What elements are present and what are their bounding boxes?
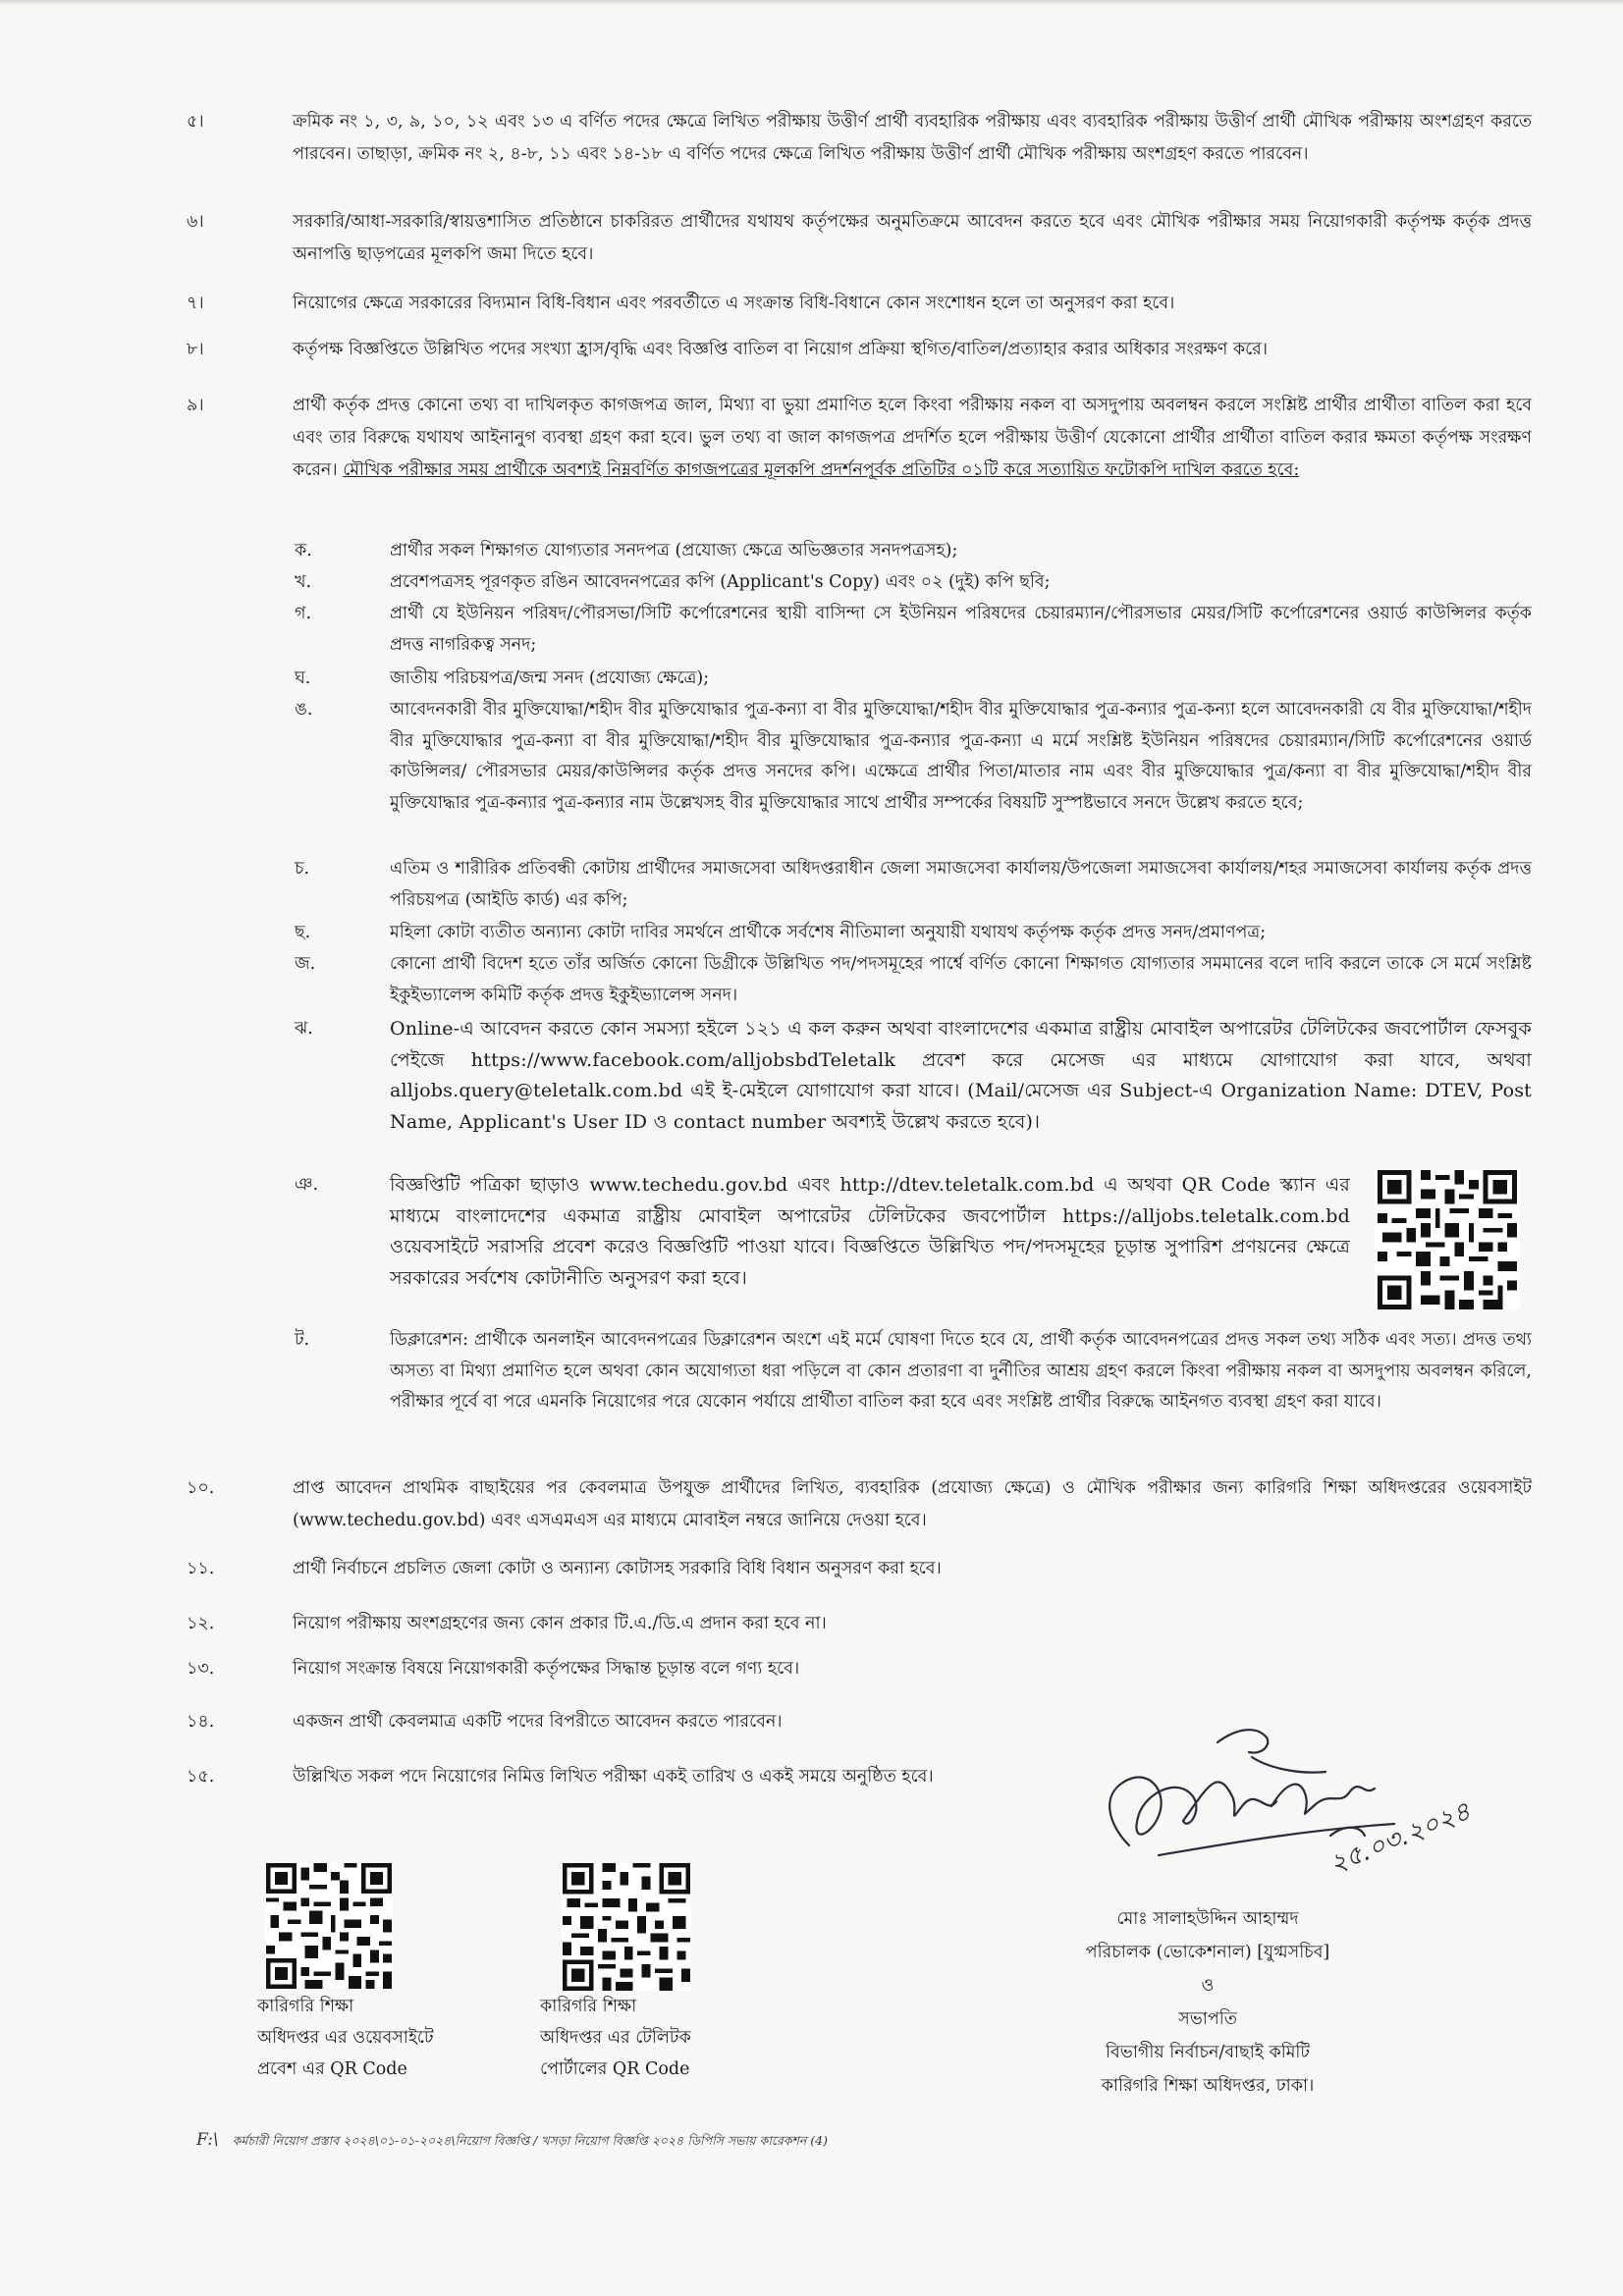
clause-number: ৯। (187, 396, 204, 415)
clause-text: নিয়োগ পরীক্ষায় অংশগ্রহণের জন্য কোন প্রকার টি.এ./ডি.এ প্রদান করা হবে না। (293, 1614, 827, 1633)
subitem-letter: ঝ. (295, 1019, 313, 1039)
caption-line: কারিগরি শিক্ষা (540, 1997, 637, 2016)
footer-drive: F:\ (196, 2130, 219, 2150)
caption-line: অধিদপ্তর এর ওয়েবসাইটে (257, 2028, 434, 2048)
clause-text: নিয়োগের ক্ষেত্রে সরকারের বিদ্যমান বিধি-বিধান এবং পরবর্তীতে এ সংক্রান্ত বিধি-বিধানে কোন সংশোধন হলে তা অনুসরণ করা হবে। (293, 294, 1175, 313)
subitem-text: প্রার্থীর সকল শিক্ষাগত যোগ্যতার সনদপত্র (প্রযোজ্য ক্ষেত্রে অভিজ্ঞতার সনদপত্রসহ); (390, 541, 958, 561)
subitem-letter: ঙ. (295, 700, 313, 720)
subitem-text: কোনো প্রার্থী বিদেশ হতে তাঁর অর্জিত কোনো ডিগ্রীকে উল্লিখিত পদ/পদসমূহের পার্শ্বে বর্ণিত কোনো শিক্ষাগত যোগ্যতার সমমানের বলে দাবি করলে তাকে সে মর্মে সংশ্লিষ্ট ইকুইভ্যালেন্স কমিটি কর্তৃক প্রদত্ত ইকুইভ্যালেন্স সনদ। (390, 954, 1532, 1005)
subitem-uma (295, 695, 1532, 819)
clause-text (293, 390, 1532, 487)
website-qr-code (265, 1863, 393, 1989)
subitem-letter: ঘ. (295, 668, 311, 688)
clause-13 (187, 1653, 1532, 1685)
subitem-gha (295, 664, 1532, 695)
caption-line: প্রবেশ এর QR Code (257, 2059, 407, 2079)
clause-text: কর্তৃপক্ষ বিজ্ঞপ্তিতে উল্লিখিত পদের সংখ্যা হ্রাস/বৃদ্ধি এবং বিজ্ঞপ্তি বাতিল বা নিয়োগ প্রক্রিয়া স্থগিত/বাতিল/প্রত্যাহার করার অধিকার সংরক্ষণ করে। (293, 340, 1269, 359)
subitem-text: প্রবেশপত্রসহ পূরণকৃত রঙিন আবেদনপত্রের কপি (Applicant's Copy) এবং ০২ (দুই) কপি ছবি; (390, 572, 1051, 592)
clause-8 (187, 334, 1532, 366)
subitem-text: এতিম ও শারীরিক প্রতিবন্ধী কোটায় প্রার্থীদের সমাজসেবা অধিদপ্তরাধীন জেলা সমাজসেবা কার্যালয়/উপজেলা সমাজসেবা কার্যালয়/শহর সমাজসেবা কার্যালয় কর্তৃক প্রদত্ত পরিচয়পত্র (আইডি কার্ড) এর কপি; (390, 859, 1532, 910)
subitem-letter: ক. (295, 541, 312, 561)
file-path-footer (196, 2130, 828, 2153)
subitem-cha (295, 854, 1532, 916)
signatory-committee: বিভাগীয় নির্বাচন/বাছাই কমিটি (1106, 2043, 1310, 2062)
clause-number: ৫। (187, 112, 204, 132)
website-qr-caption (257, 1991, 434, 2085)
subitem-letter: গ. (295, 604, 312, 623)
caption-line: অধিদপ্তর এর টেলিটক (540, 2028, 691, 2048)
signature-date: ২৫.০৩.২০২৪ (1325, 1796, 1475, 1875)
clause-number: ১২. (187, 1614, 215, 1633)
clause-10 (187, 1472, 1532, 1537)
teletalk-qr-code (1375, 1170, 1520, 1309)
subitem-text: বিজ্ঞপ্তিটি পত্রিকা ছাড়াও www.techedu.gov.bd এবং http://dtev.teletalk.com.bd এ অথবা QR Code স্ক্যান এর মাধ্যমে বাংলাদেশের একমাত্র রাষ্ট্রীয় মোবাইল অপারেটর টেলিটকের জবপোর্টাল https://alljobs.teletalk.com.bd ওয়েবসাইটে সরাসরি প্রবেশ করেও বিজ্ঞপ্তিটি পাওয়া যাবে। বিজ্ঞপ্তিতে উল্লিখিত পদ/পদসমূহের চূড়ান্ত সুপারিশ প্রণয়নের ক্ষেত্রে সরকারের সর্বশেষ কোটানীতি অনুসরণ করা হবে। (390, 1174, 1350, 1289)
teletalk-portal-qr-code (562, 1863, 691, 1991)
clause-number: ৬। (187, 212, 204, 232)
subitem-letter: জ. (295, 954, 316, 974)
subitem-letter: ট. (295, 1330, 310, 1350)
signatory-office: কারিগরি শিক্ষা অধিদপ্তর, ঢাকা। (1101, 2076, 1315, 2096)
clause-text: প্রাপ্ত আবেদন প্রাথমিক বাছাইয়ের পর কেবলমাত্র উপযুক্ত প্রার্থীদের লিখিত, ব্যবহারিক (প্রযোজ্য ক্ষেত্রে) ও মৌখিক পরীক্ষার জন্য কারিগরি শিক্ষা অধিদপ্তরের ওয়েবসাইট (www.techedu.gov.bd) এবং এসএমএস এর মাধ্যমে মোবাইল নম্বরে জানিয়ে দেওয়া হবে। (293, 1478, 1532, 1530)
footer-path: কর্মচারী নিয়োগ প্রস্তাব ২০২৪\০১-০১-২০২৪\নিয়োগ বিজ্ঞপ্তি / খসড়া নিয়োগ বিজ্ঞপ্তি ২০২৪ ডিপিসি সভায় কারেকশন (4) (232, 2133, 828, 2148)
clause-body: প্রার্থী কর্তৃক প্রদত্ত কোনো তথ্য বা দাখিলকৃত কাগজপত্র জাল, মিথ্যা বা ভুয়া প্রমাণিত হলে কিংবা পরীক্ষায় নকল বা অসদুপায় অবলম্বন করলে সংশ্লিষ্ট প্রার্থীর প্রার্থীতা বাতিল করা হবে এবং তার বিরুদ্ধে যথাযথ আইনানুগ ব্যবস্থা গ্রহণ করা হবে। ভুল তথ্য বা জাল কাগজপত্র প্রদর্শিত হলে পরীক্ষায় উত্তীর্ণ যেকোনো প্রার্থীর প্রার্থীতা বাতিল করার ক্ষমতা কর্তৃপক্ষ সংরক্ষণ করেন। (293, 396, 1532, 480)
subitem-ta (295, 1325, 1532, 1418)
clause-text: ক্রমিক নং ১, ৩, ৯, ১০, ১২ এবং ১৩ এ বর্ণিত পদের ক্ষেত্রে লিখিত পরীক্ষায় উত্তীর্ণ প্রার্থী ব্যবহারিক পরীক্ষায় এবং ব্যবহারিক পরীক্ষায় উত্তীর্ণ প্রার্থী মৌখিক পরীক্ষায় অংশগ্রহণ করতে পারবেন। তাছাড়া, ক্রমিক নং ২, ৪-৮, ১১ এবং ১৪-১৮ এ বর্ণিত পদের ক্ষেত্রে লিখিত পরীক্ষায় উত্তীর্ণ প্রার্থী মৌখিক পরীক্ষায় অংশগ্রহণ করতে পারবেন। (293, 112, 1532, 164)
subitem-ja (295, 949, 1532, 1011)
clause-5 (187, 106, 1532, 171)
subitem-letter: খ. (295, 572, 312, 592)
subitem-nya (295, 1170, 1350, 1294)
clause-11 (187, 1553, 1532, 1585)
subitem-letter: ছ. (295, 923, 311, 942)
subitem-text: আবেদনকারী বীর মুক্তিযোদ্ধা/শহীদ বীর মুক্তিযোদ্ধার পুত্র-কন্যা বা বীর মুক্তিযোদ্ধা/শহীদ বীর মুক্তিযোদ্ধার পুত্র-কন্যার পুত্র-কন্যা হলে আবেদনকারী যে বীর মুক্তিযোদ্ধা/শহীদ বীর মুক্তিযোদ্ধার পুত্র-কন্যা বা বীর মুক্তিযোদ্ধা/শহীদ বীর মুক্তিযোদ্ধার পুত্র-কন্যার পুত্র-কন্যা এ মর্মে সংশ্লিষ্ট ইউনিয়ন পরিষদের চেয়ারম্যান/সিটি কর্পোরেশনের ওয়ার্ড কাউন্সিলর/ পৌরসভার মেয়র/কাউন্সিলর কর্তৃক প্রদত্ত সনদের কপি। এক্ষেত্রে প্রার্থীর পিতা/মাতার নাম এবং বীর মুক্তিযোদ্ধার পুত্র/কন্যা বা বীর মুক্তিযোদ্ধা/শহীদ বীর মুক্তিযোদ্ধার পুত্র-কন্যার পুত্র-কন্যার নাম উল্লেখসহ বীর মুক্তিযোদ্ধার সাথে প্রার্থীর সম্পর্কের বিষয়টি সুস্পষ্টভাবে সনদে উল্লেখ করতে হবে; (390, 700, 1532, 813)
subitem-jha (295, 1014, 1532, 1138)
subitem-text: জাতীয় পরিচয়পত্র/জন্ম সনদ (প্রযোজ্য ক্ষেত্রে); (390, 668, 710, 688)
scan-edge (0, 0, 1623, 6)
subitem-ga (295, 599, 1532, 661)
subitem-chha (295, 918, 1532, 949)
clause-number: ১৫. (187, 1767, 215, 1787)
clause-text: সরকারি/আধা-সরকারি/স্বায়ত্তশাসিত প্রতিষ্ঠানে চাকরিরত প্রার্থীদের যথাযথ কর্তৃপক্ষের অনুমতিক্রমে আবেদন করতে হবে এবং মৌখিক পরীক্ষার সময় নিয়োগকারী কর্তৃপক্ষ কর্তৃক প্রদত্ত অনাপত্তি ছাড়পত্রের মূলকপি জমা দিতে হবে। (293, 212, 1532, 264)
clause-12 (187, 1608, 1532, 1640)
caption-line: কারিগরি শিক্ষা (257, 1997, 354, 2016)
clause-number: ১৪. (187, 1712, 215, 1732)
subitem-text: প্রার্থী যে ইউনিয়ন পরিষদ/পৌরসভা/সিটি কর্পোরেশনের স্থায়ী বাসিন্দা সে ইউনিয়ন পরিষদের চেয়ারম্যান/পৌরসভার মেয়র/সিটি কর্পোরেশনের ওয়ার্ড কাউন্সিলর কর্তৃক প্রদত্ত নাগরিকত্ব সনদ; (390, 604, 1532, 655)
clause-text: একজন প্রার্থী কেবলমাত্র একটি পদের বিপরীতে আবেদন করতে পারবেন। (293, 1712, 783, 1732)
clause-text: উল্লিখিত সকল পদে নিয়োগের নিমিত্ত লিখিত পরীক্ষা একই তারিখ ও একই সময়ে অনুষ্ঠিত হবে। (293, 1767, 934, 1787)
signatory-designation: পরিচালক (ভোকেশনাল) [যুগ্মসচিব] (1085, 1943, 1330, 1962)
clause-7 (187, 288, 1532, 320)
subitem-letter: ঞ. (295, 1175, 319, 1195)
signatory-and: ও (1201, 1976, 1215, 1996)
subitem-text: ডিক্লারেশন: প্রার্থীকে অনলাইন আবেদনপত্রের ডিক্লারেশন অংশে এই মর্মে ঘোষণা দিতে হবে যে, প্রার্থী কর্তৃক আবেদনপত্রের প্রদত্ত সকল তথ্য সঠিক এবং সত্য। প্রদত্ত তথ্য অসত্য বা মিথ্যা প্রমাণিত হলে অথবা কোন অযোগ্যতা ধরা পড়িলে বা কোন প্রতারণা বা দুর্নীতির আশ্রয় গ্রহণ করলে কিংবা পরীক্ষায় নকল বা অসদুপায় অবলম্বন করিলে, পরীক্ষার পূর্বে বা পরে এমনকি নিয়োগের পরে যেকোন পর্যায়ে প্রার্থীতা বাতিল করা হবে এবং সংশ্লিষ্ট প্রার্থীর বিরুদ্ধে আইনগত ব্যবস্থা গ্রহণ করা যাবে। (390, 1330, 1532, 1412)
subitem-text: মহিলা কোটা ব্যতীত অন্যান্য কোটা দাবির সমর্থনে প্রার্থীকে সর্বশেষ নীতিমালা অনুযায়ী যথাযথ কর্তৃপক্ষ কর্তৃক প্রদত্ত সনদ/প্রমাণপত্র; (390, 923, 1267, 942)
clause-6 (187, 206, 1532, 271)
subitem-kha (295, 567, 1532, 599)
signatory-role: সভাপতি (1178, 2009, 1237, 2029)
clause-number: ৮। (187, 340, 204, 359)
subitem-letter: চ. (295, 859, 310, 879)
handwritten-signature (1070, 1698, 1483, 1875)
underlined-instruction: মৌখিক পরীক্ষার সময় প্রার্থীকে অবশ্যই নিম্নবর্ণিত কাগজপত্রের মূলকপি প্রদর্শনপূর্বক প্রতিটির ০১টি করে সত্যায়িত ফটোকপি দাখিল করতে হবে: (343, 460, 1300, 480)
clause-text: নিয়োগ সংক্রান্ত বিষয়ে নিয়োগকারী কর্তৃপক্ষের সিদ্ধান্ত চূড়ান্ত বলে গণ্য হবে। (293, 1659, 800, 1679)
signatory-name: মোঃ সালাহউদ্দিন আহাম্মদ (1116, 1909, 1299, 1929)
clause-9 (187, 390, 1532, 487)
subitem-ka (295, 536, 1532, 567)
clause-number: ১০. (187, 1478, 215, 1498)
clause-text: প্রার্থী নির্বাচনে প্রচলিত জেলা কোটা ও অন্যান্য কোটাসহ সরকারি বিধি বিধান অনুসরণ করা হবে। (293, 1559, 942, 1578)
clause-number: ১৩. (187, 1659, 215, 1679)
signatory-block (1041, 1902, 1375, 2103)
clause-number: ৭। (187, 294, 204, 313)
clause-number: ১১. (187, 1559, 215, 1578)
portal-qr-caption (540, 1991, 691, 2085)
caption-line: পোর্টালের QR Code (540, 2059, 690, 2079)
subitem-text: Online-এ আবেদন করতে কোন সমস্যা হইলে ১২১ এ কল করুন অথবা বাংলাদেশের একমাত্র রাষ্ট্রীয় মোবাইল অপারেটর টেলিটকের জবপোর্টাল ফেসবুক পেইজে https://www.facebook.com/alljobsbdTeletalk প্রবেশ করে মেসেজ এর মাধ্যমে যোগাযোগ করা যাবে, অথবা alljobs.query@teletalk.com.bd এই ই-মেইলে যোগাযোগ করা যাবে। (Mail/মেসেজ এর Subject-এ Organization Name: DTEV, Post Name, Applicant's User ID ও contact number অবশ্যই উল্লেখ করতে হবে)। (390, 1018, 1532, 1133)
